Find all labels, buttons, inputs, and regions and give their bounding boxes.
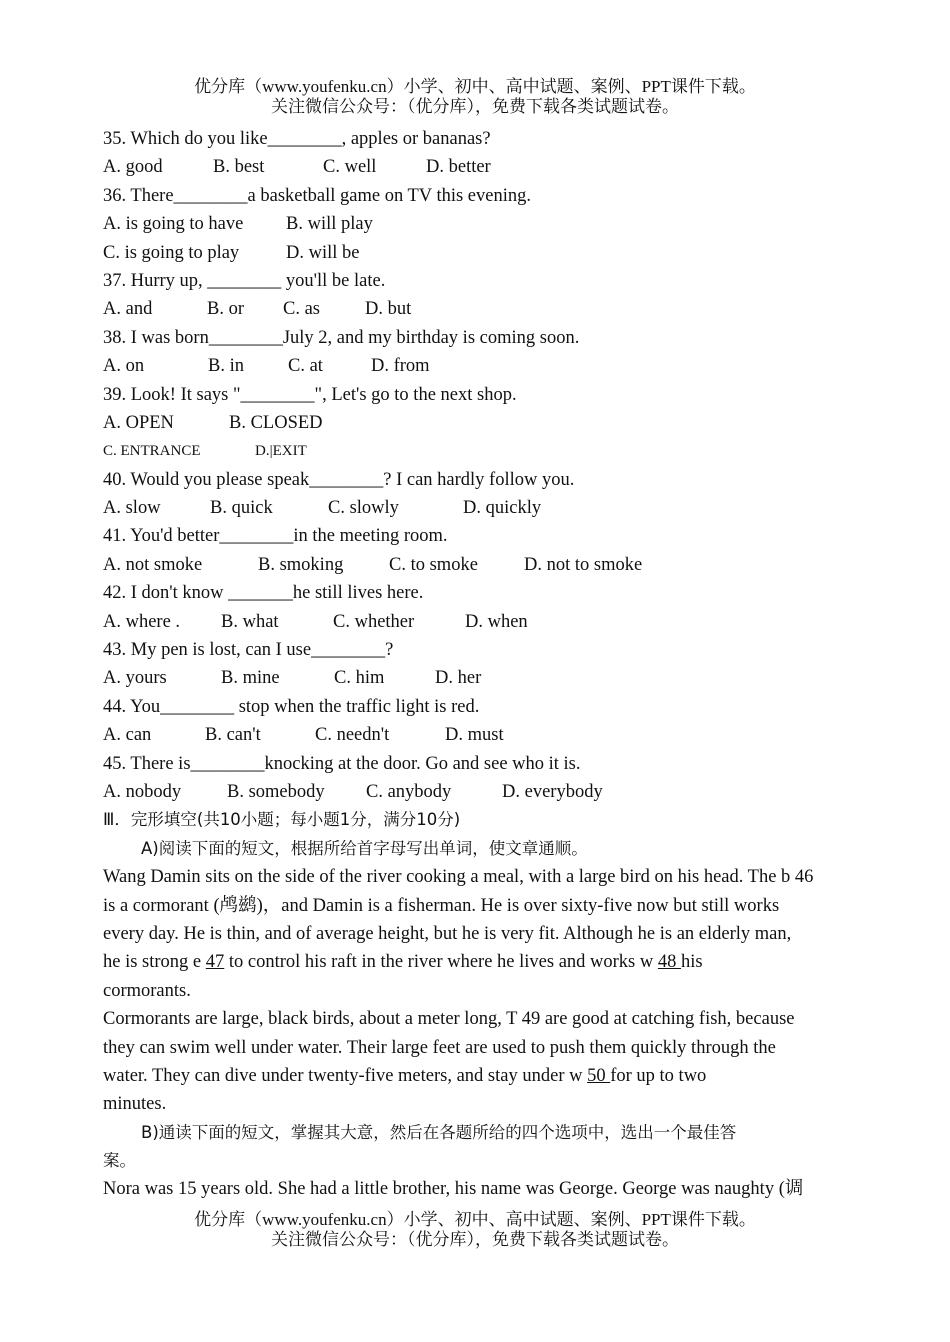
question-40-options [103,494,848,522]
question-38-stem: 38. I was born________July 2, and my birthday is coming soon. [103,327,580,348]
option: D. better [426,157,491,178]
option: A. where . [103,611,181,632]
page-header [0,77,950,117]
option: A. is going to have [103,214,244,235]
question-36-options-row2 [103,239,848,267]
text-segment: he is strong e [103,952,206,973]
option: B. or [207,299,244,320]
option: D. not to smoke [524,554,643,575]
question-37-stem: 37. Hurry up, ________ you'll be late. [103,270,386,291]
option: B. will play [286,214,373,235]
passage-a-line-1: Wang Damin sits on the side of the river cooking a meal, with a large bird on his head. The b 46 [103,867,814,888]
passage-a-line-4 [103,948,848,976]
passage-a-line-6: Cormorants are large, black birds, about a meter long, T 49 are good at catching fish, because [103,1009,795,1030]
passage-a-line-9: minutes. [103,1094,167,1115]
option: B. quick [210,498,273,519]
option: A. not smoke [103,554,203,575]
blank-47: 47 [205,952,225,973]
option: C. to smoke [389,554,478,575]
option: C. whether [333,611,415,632]
part-b-instruction: B)通读下面的短文，掌握其大意，然后在各题所给的四个选项中，选出一个最佳答 [141,1122,737,1142]
option: C. well [323,157,377,178]
option: A. slow [103,498,161,519]
option: B. smoking [258,554,344,575]
text-segment: water. They can dive under twenty-five meters, and stay under w [103,1065,588,1086]
question-41-options [103,551,848,579]
option: D.|EXIT [255,443,307,460]
option: C. needn't [315,725,390,746]
option: D. her [435,668,482,689]
question-39-stem: 39. Look! It says "________", Let's go to the next shop. [103,384,517,405]
question-39-options-row1 [103,409,848,437]
document-body [103,125,848,1204]
option: B. best [213,157,265,178]
footer-line-1: 优分库（www.youfenku.cn）小学、初中、高中试题、案例、PPT课件下载。 [194,1210,756,1229]
part-b-instruction-cont: 案。 [103,1151,136,1171]
blank-50: 50 [587,1065,611,1086]
section-3-title: Ⅲ．完形填空(共10小题；每小题1分，满分10分) [103,810,461,830]
question-44-options [103,721,848,749]
option: A. and [103,299,153,320]
passage-b-line-1: Nora was 15 years old. She had a little brother, his name was George. George was naughty (调 [103,1179,804,1200]
option: D. but [365,299,412,320]
question-40-stem: 40. Would you please speak________? I can hardly follow you. [103,469,575,490]
text-segment: to control his raft in the river where he lives and works w [224,952,658,973]
option: B. mine [221,668,280,689]
blank-48: 48 [657,952,681,973]
option: C. him [334,668,385,689]
question-36-options-row1 [103,210,848,238]
option: B. in [208,356,244,377]
page-footer [0,1210,950,1250]
passage-a-line-3: every day. He is thin, and of average height, but he is very fit. Although he is an elderly man, [103,923,792,944]
option: A. on [103,356,145,377]
header-line-1: 优分库（www.youfenku.cn）小学、初中、高中试题、案例、PPT课件下载。 [194,77,756,96]
option: D. must [445,725,504,746]
option: C. ENTRANCE [103,443,201,460]
question-43-stem: 43. My pen is lost, can I use________? [103,640,394,661]
question-38-options [103,352,848,380]
passage-a-line-8 [103,1062,848,1090]
option: D. everybody [502,781,603,802]
option: C. as [283,299,320,320]
option: C. anybody [366,781,452,802]
passage-a-line-2: is a cormorant (鸬鹚)，and Damin is a fisherman. He is over sixty-five now but still works [103,895,780,916]
option: A. good [103,157,163,178]
question-45-stem: 45. There is________knocking at the door. Go and see who it is. [103,753,581,774]
option: D. quickly [463,498,542,519]
option: A. yours [103,668,167,689]
passage-a-line-5: cormorants. [103,980,191,1001]
option: A. OPEN [103,412,174,433]
question-39-options-row2 [103,437,848,465]
option: D. will be [286,242,360,263]
part-a-instruction: A)阅读下面的短文，根据所给首字母写出单词，使文章通顺。 [141,838,588,858]
passage-a-line-7: they can swim well under water. Their large feet are used to push them quickly through the [103,1037,776,1058]
question-35-options [103,153,848,181]
option: B. somebody [227,781,325,802]
text-segment: for up to two [610,1065,707,1086]
text-segment: his [681,952,703,973]
option: D. when [465,611,528,632]
question-36-stem: 36. There________a basketball game on TV this evening. [103,185,531,206]
question-42-options [103,608,848,636]
footer-line-2: 关注微信公众号：（优分库），免费下载各类试题试卷。 [271,1230,679,1249]
option: C. at [288,356,323,377]
question-44-stem: 44. You________ stop when the traffic light is red. [103,696,480,717]
option: A. nobody [103,781,182,802]
option: B. CLOSED [229,412,323,433]
question-43-options [103,664,848,692]
option: D. from [371,356,430,377]
option: B. can't [205,725,261,746]
question-41-stem: 41. You'd better________in the meeting room. [103,526,448,547]
option: C. is going to play [103,242,240,263]
option: A. can [103,725,152,746]
question-42-stem: 42. I don't know _______he still lives here. [103,583,424,604]
question-45-options [103,778,848,806]
option: C. slowly [328,498,399,519]
question-37-options [103,295,848,323]
header-line-2: 关注微信公众号：（优分库），免费下载各类试题试卷。 [271,97,679,116]
question-35-stem: 35. Which do you like________, apples or bananas? [103,129,491,149]
option: B. what [221,611,279,632]
